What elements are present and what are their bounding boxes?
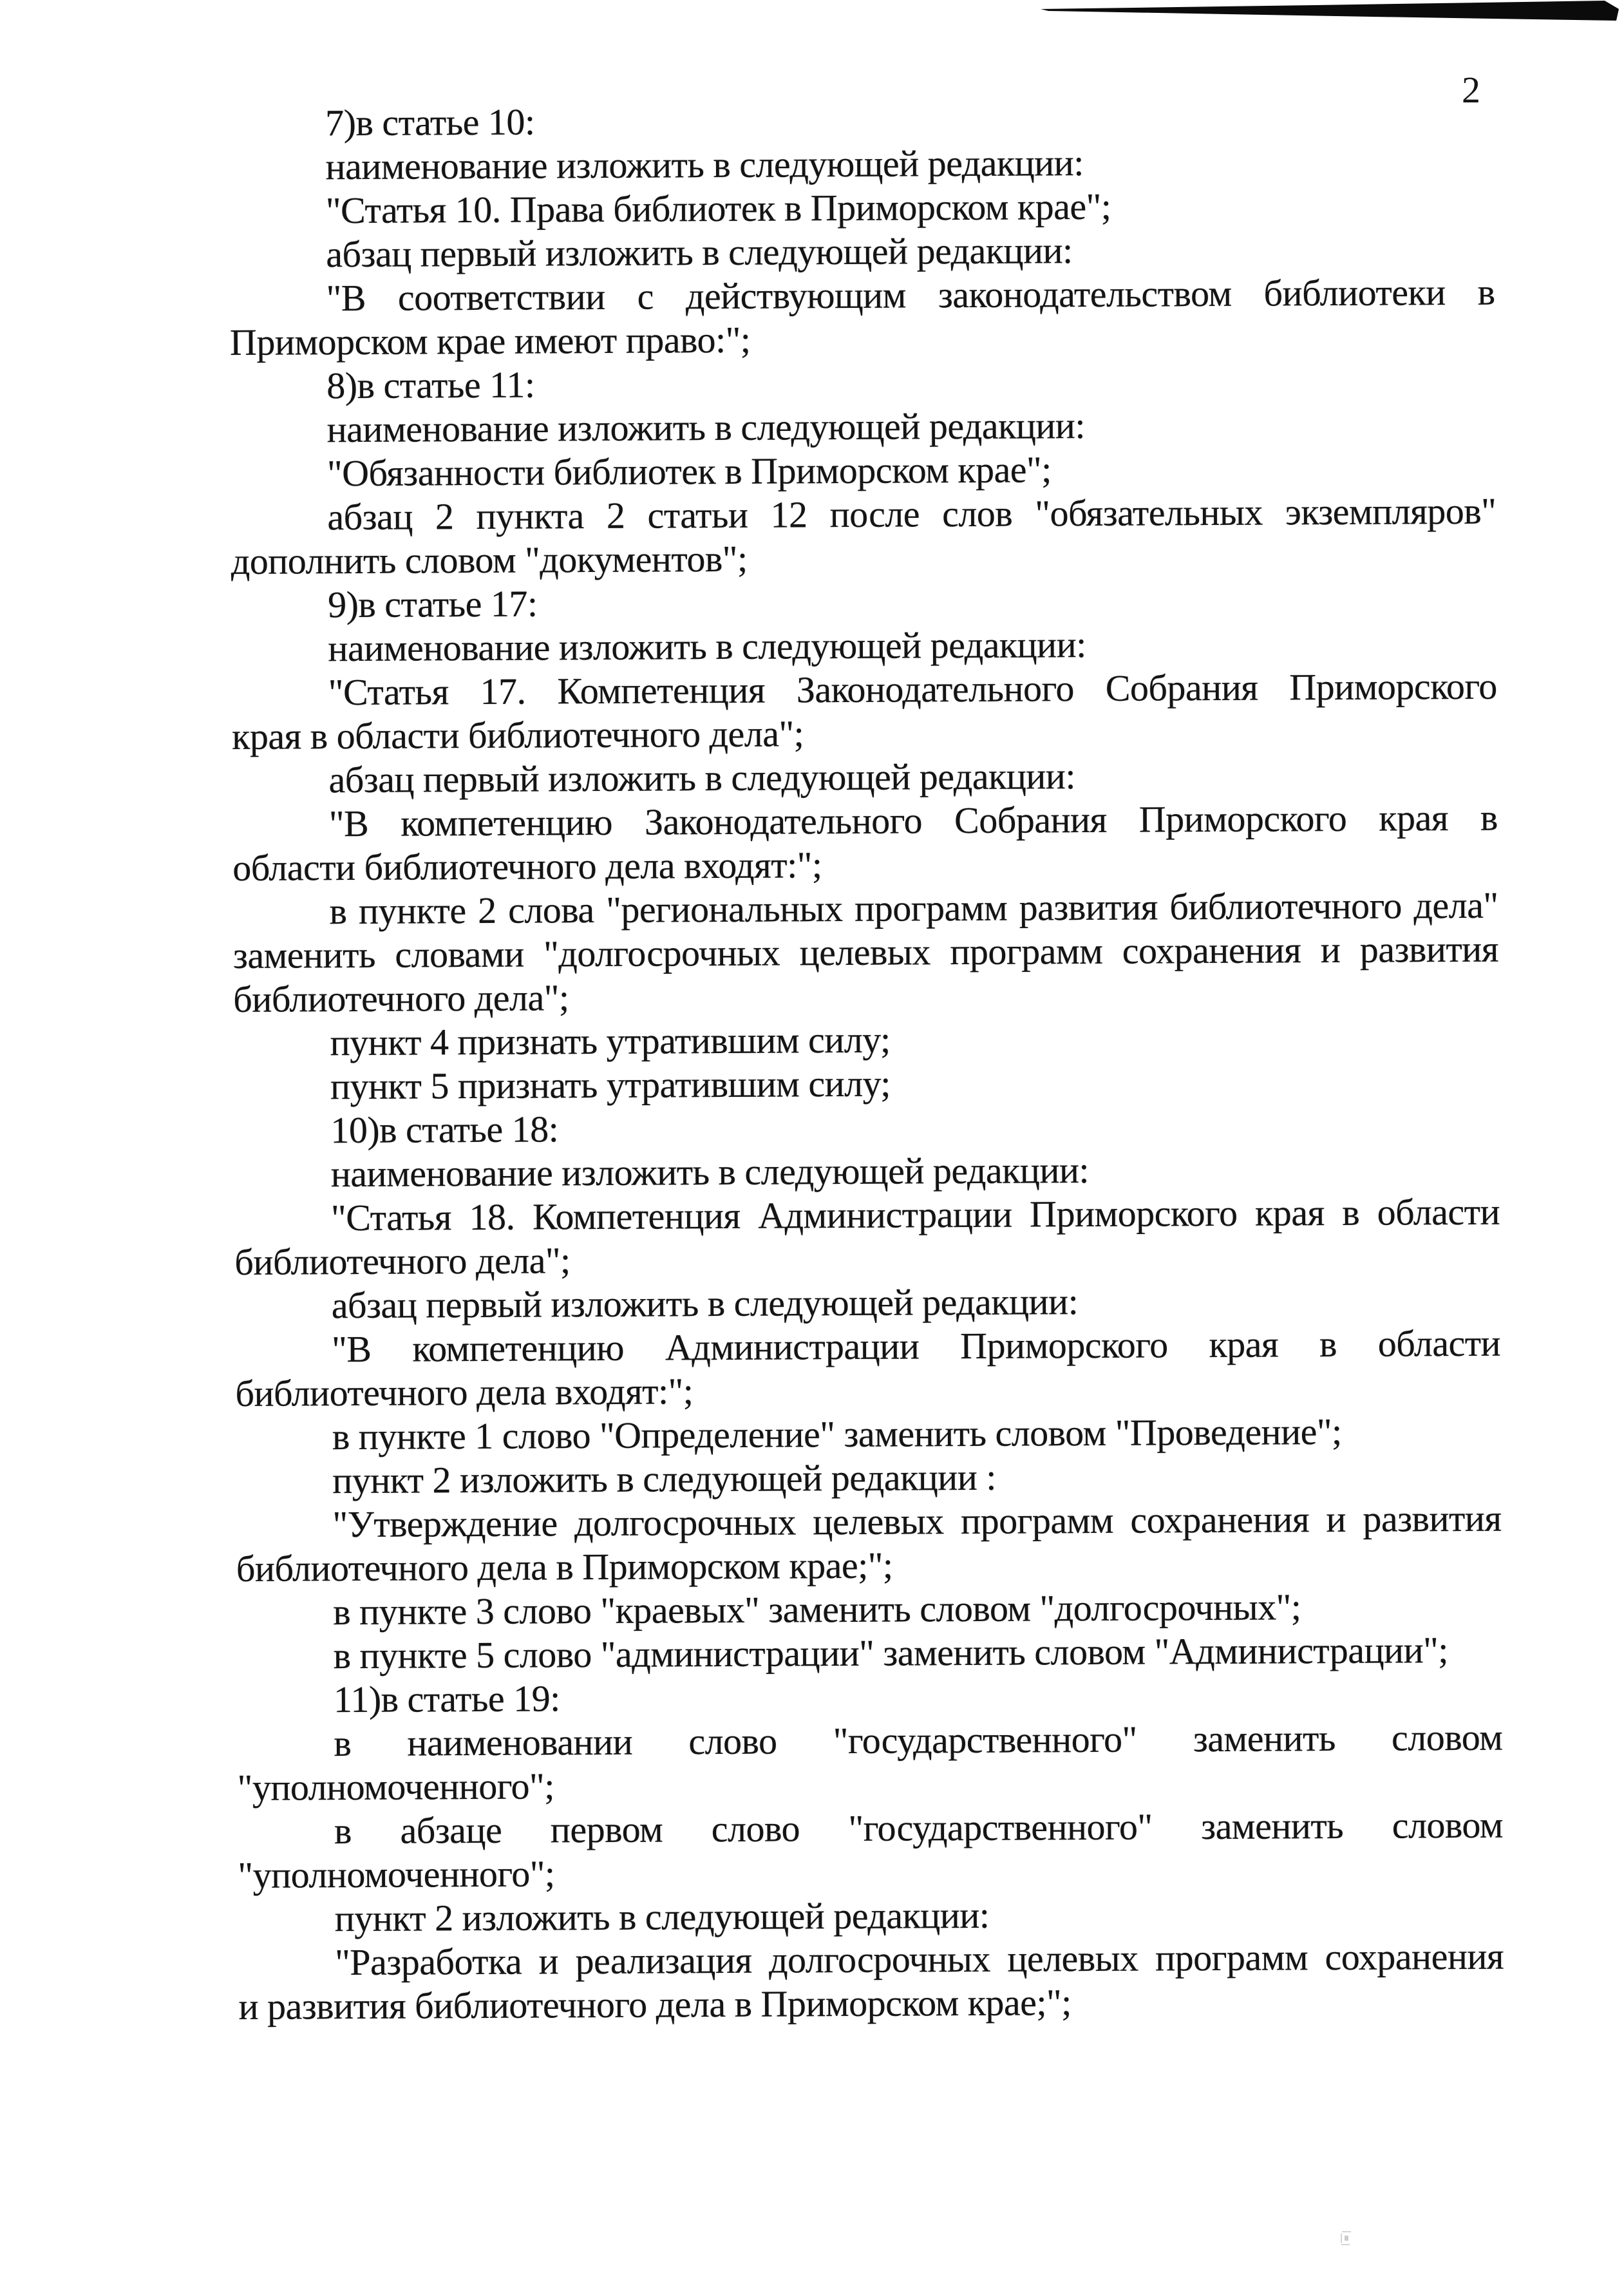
text-line: "В компетенцию Законодательного Собрания Приморского края в: [328, 796, 1498, 845]
text-line: абзац 2 пункта 2 статьи 12 после слов "обязательных экземпляров": [327, 489, 1497, 538]
text-line: наименование изложить в следующей редакции:: [326, 404, 1086, 451]
text-line: дополнить словом "документов";: [231, 537, 748, 582]
text-line: "Статья 17. Компетенция Законодательного Собрания Приморского: [328, 665, 1497, 714]
text-line: 9)в статье 17:: [327, 582, 538, 626]
text-line: "В компетенцию Администрации Приморского края в области: [331, 1322, 1501, 1371]
text-line: пункт 5 признать утратившим силу;: [330, 1062, 891, 1108]
text-line: "Обязанности библиотек в Приморском крае";: [326, 448, 1052, 495]
text-line: "Статья 18. Компетенция Администрации Приморского края в области: [330, 1190, 1500, 1239]
text-line: библиотечного дела";: [234, 1239, 571, 1283]
document-body: [229, 95, 1504, 2029]
text-line: в абзаце первом слово "государственного" заменить словом: [334, 1803, 1504, 1852]
text-line: "уполномоченного";: [237, 1765, 555, 1809]
text-line: края в области библиотечного дела";: [231, 712, 804, 757]
text-line: Приморском крае имеют право:";: [229, 318, 751, 363]
text-line: 7)в статье 10:: [325, 100, 535, 144]
text-line: "Утверждение долгосрочных целевых программ сохранения и развития: [332, 1497, 1502, 1546]
text-line: 11)в статье 19:: [333, 1677, 560, 1721]
text-line: библиотечного дела входят:";: [235, 1370, 694, 1414]
text-line: "В соответствии с действующим законодательством библиотеки в: [326, 271, 1495, 319]
text-line: пункт 4 признать утратившим силу;: [330, 1018, 891, 1064]
text-line: наименование изложить в следующей редакции:: [328, 623, 1086, 670]
text-line: наименование изложить в следующей редакции:: [330, 1149, 1090, 1195]
text-line: в пункте 2 слова "региональных программ развития библиотечного дела": [329, 884, 1498, 933]
scan-smudge: [1341, 2230, 1355, 2249]
text-line: заменить словами "долгосрочных целевых программ сохранения и развития: [232, 927, 1499, 976]
text-line: в наименовании слово "государственного" заменить словом: [334, 1716, 1503, 1765]
text-line: абзац первый изложить в следующей редакции:: [328, 755, 1076, 801]
text-line: области библиотечного дела входят:";: [232, 844, 822, 889]
scan-artifact-top-bar: [1038, 0, 1621, 27]
text-line: абзац первый изложить в следующей редакции:: [326, 229, 1073, 276]
text-line: 8)в статье 11:: [326, 363, 535, 407]
text-line: и развития библиотечного дела в Приморском крае;";: [238, 1981, 1072, 2028]
text-line: наименование изложить в следующей редакции:: [325, 142, 1084, 188]
text-line: пункт 2 изложить в следующей редакции:: [334, 1894, 990, 1940]
text-line: библиотечного дела";: [233, 976, 569, 1020]
text-line: "Статья 10. Права библиотек в Приморском крае";: [325, 185, 1111, 232]
text-line: абзац первый изложить в следующей редакции:: [331, 1280, 1079, 1327]
text-line: в пункте 1 слово "Определение" заменить словом "Проведение";: [332, 1410, 1342, 1458]
text-line: пункт 2 изложить в следующей редакции :: [332, 1456, 997, 1502]
text-line: "Разработка и реализация долгосрочных целевых программ сохранения: [334, 1935, 1504, 1984]
text-line: в пункте 3 слово "краевых" заменить словом "долгосрочных";: [333, 1586, 1301, 1633]
text-line: "уполномоченного";: [238, 1852, 555, 1896]
page-number: 2: [1462, 69, 1480, 111]
text-line: в пункте 5 слово "администрации" заменить словом "Администрации";: [333, 1629, 1449, 1677]
text-line: 10)в статье 18:: [330, 1108, 559, 1152]
text-line: библиотечного дела в Приморском крае;";: [236, 1544, 893, 1590]
